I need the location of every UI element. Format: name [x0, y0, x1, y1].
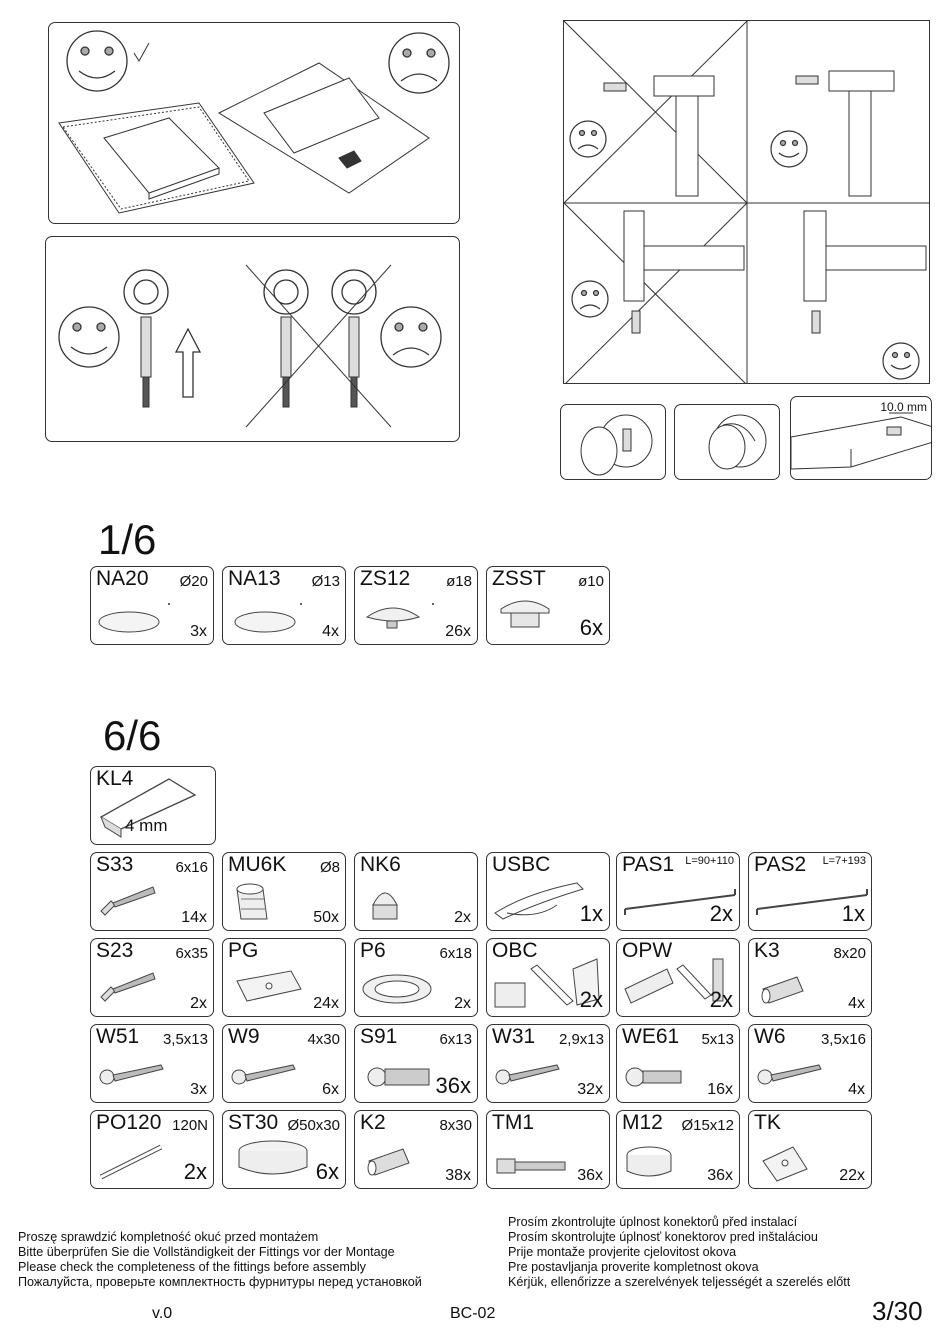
part-code: W51 — [96, 1025, 140, 1048]
part-card-s91 — [354, 1024, 478, 1103]
sad-face-icon — [381, 307, 441, 367]
part-code: S91 — [360, 1025, 398, 1048]
note-line: Pre postavljanja proverite kompletnost okova — [508, 1260, 759, 1274]
part-code: W9 — [228, 1025, 260, 1048]
part-quantity: 36x — [707, 1167, 733, 1184]
part-spec: 6x18 — [439, 945, 472, 962]
part-code: K3 — [754, 939, 780, 962]
part-code: W6 — [754, 1025, 786, 1048]
part-card-pas1 — [616, 852, 740, 931]
part-quantity: 24x — [313, 995, 339, 1012]
part-card-pg — [222, 938, 346, 1017]
notes-left — [18, 1230, 422, 1290]
part-quantity: 6x — [315, 1159, 339, 1184]
sad-face-icon — [389, 33, 449, 93]
part-code: S23 — [96, 939, 134, 962]
part-quantity: 36x — [435, 1073, 471, 1098]
note-line: Kérjük, ellenőrizze a szerelvények teljességét a szerelés előtt — [508, 1275, 851, 1289]
cap-detail-panel-2 — [674, 404, 780, 480]
page-number: 3/30 — [872, 1296, 923, 1326]
part-code: USBC — [492, 853, 551, 876]
part-card-k2 — [354, 1110, 478, 1189]
part-spec: 8x30 — [439, 1117, 472, 1134]
part-card-po120 — [90, 1110, 214, 1189]
part-spec: Ø8 — [319, 859, 340, 876]
drill-depth-panel — [790, 396, 932, 480]
part-spec: 120N — [172, 1117, 208, 1134]
note-line: Bitte überprüfen Sie die Vollständigkeit der Fittings vor der Montage — [18, 1245, 395, 1259]
part-card-w9 — [222, 1024, 346, 1103]
part-quantity: 32x — [577, 1081, 603, 1098]
part-spec: Ø50x30 — [287, 1117, 340, 1134]
part-spec: 2,9x13 — [558, 1031, 604, 1048]
part-spec: L=90+110 — [685, 855, 734, 867]
cam-orientation-illustration — [46, 237, 460, 442]
part-card-na20 — [90, 566, 214, 645]
note-line: Proszę sprawdzić kompletność okuć przed montażem — [18, 1230, 319, 1244]
part-code: OBC — [492, 939, 538, 962]
part-quantity: 50x — [313, 909, 339, 926]
part-quantity: 2x — [709, 987, 733, 1012]
part-quantity: 4x — [848, 995, 865, 1012]
part-code: W31 — [492, 1025, 536, 1048]
part-quantity: 38x — [445, 1167, 471, 1184]
part-spec: L=7+193 — [822, 855, 866, 867]
part-code: ZS12 — [360, 567, 411, 590]
cap-detail-illustration — [561, 405, 666, 480]
tool-spec: 4 mm — [125, 816, 168, 835]
footer-model: BC-02 — [450, 1305, 496, 1322]
part-spec: Ø13 — [311, 573, 340, 590]
part-card-s23 — [90, 938, 214, 1017]
part-quantity: 6x — [579, 615, 603, 640]
part-code: TK — [754, 1111, 781, 1134]
part-spec: 8x20 — [833, 945, 866, 962]
part-card-m12 — [616, 1110, 740, 1189]
part-card-s33 — [90, 852, 214, 931]
part-card-na13 — [222, 566, 346, 645]
part-card-st30 — [222, 1110, 346, 1189]
part-quantity: 1x — [841, 901, 865, 926]
note-line: Пожалуйста, проверьте комплектность фурнитуры перед установкой — [18, 1275, 422, 1289]
carpet-instruction-panel — [48, 22, 460, 224]
happy-face-icon — [771, 131, 807, 167]
part-spec: Ø20 — [179, 573, 208, 590]
part-spec: Ø15x12 — [681, 1117, 734, 1134]
part-code: MU6K — [228, 853, 287, 876]
part-code: M12 — [622, 1111, 663, 1134]
part-spec: 3,5x13 — [162, 1031, 208, 1048]
part-card-zs12 — [354, 566, 478, 645]
part-code: WE61 — [622, 1025, 680, 1048]
part-spec: 6x13 — [439, 1031, 472, 1048]
part-code: ST30 — [228, 1111, 279, 1134]
part-spec: 5x13 — [701, 1031, 734, 1048]
part-spec: ø10 — [578, 573, 604, 590]
part-card-w31 — [486, 1024, 610, 1103]
hammer-instruction-panel — [563, 20, 930, 384]
note-line: Please check the completeness of the fittings before assembly — [18, 1260, 366, 1274]
part-code: PO120 — [96, 1111, 162, 1134]
part-code: NA13 — [228, 567, 281, 590]
part-quantity: 6x — [322, 1081, 339, 1098]
drill-depth-label: 10.0 mm — [880, 400, 927, 414]
tool-code: KL4 — [96, 767, 134, 790]
part-quantity: 3x — [190, 1081, 207, 1098]
tool-card-kl4 — [90, 766, 216, 845]
part-quantity: 2x — [190, 995, 207, 1012]
part-card-mu6k — [222, 852, 346, 931]
part-code: TM1 — [492, 1111, 534, 1134]
cam-orientation-panel — [45, 236, 460, 442]
part-quantity: 2x — [709, 901, 733, 926]
part-quantity: 2x — [454, 909, 471, 926]
part-card-k3 — [748, 938, 872, 1017]
part-quantity: 22x — [839, 1167, 865, 1184]
part-code: OPW — [622, 939, 673, 962]
part-card-w51 — [90, 1024, 214, 1103]
note-line: Prosím skontrolujte úplnosť konektorov pred inštaláciou — [508, 1230, 818, 1244]
part-card-nk6 — [354, 852, 478, 931]
part-card-tk — [748, 1110, 872, 1189]
part-spec: ø18 — [446, 573, 472, 590]
part-card-p6 — [354, 938, 478, 1017]
part-spec: 6x35 — [175, 945, 208, 962]
part-card-pas2 — [748, 852, 872, 931]
happy-face-icon — [883, 343, 919, 379]
part-quantity: 1x — [579, 901, 603, 926]
part-quantity: 16x — [707, 1081, 733, 1098]
part-code: NA20 — [96, 567, 149, 590]
part-code: PAS2 — [754, 853, 807, 876]
happy-face-icon — [67, 31, 127, 91]
part-quantity: 2x — [183, 1159, 207, 1184]
part-quantity: 2x — [454, 995, 471, 1012]
cap-detail-panel-1 — [560, 404, 666, 480]
part-card-w6 — [748, 1024, 872, 1103]
part-quantity: 14x — [181, 909, 207, 926]
part-card-opw — [616, 938, 740, 1017]
sad-face-icon — [572, 281, 608, 317]
part-code: NK6 — [360, 853, 401, 876]
part-card-we61 — [616, 1024, 740, 1103]
part-code: ZSST — [492, 567, 546, 590]
notes-right — [508, 1215, 850, 1290]
part-code: S33 — [96, 853, 134, 876]
part-quantity: 36x — [577, 1167, 603, 1184]
part-card-zsst — [486, 566, 610, 645]
part-card-usbc — [486, 852, 610, 931]
part-card-tm1 — [486, 1110, 610, 1189]
footer-version: v.0 — [152, 1305, 173, 1322]
part-quantity: 4x — [848, 1081, 865, 1098]
note-line: Prije montaže provjerite cjelovitost okova — [508, 1245, 737, 1259]
part-spec: 3,5x16 — [820, 1031, 866, 1048]
part-quantity: 2x — [579, 987, 603, 1012]
part-quantity: 3x — [190, 623, 207, 640]
part-code: PAS1 — [622, 853, 675, 876]
part-code: PG — [228, 939, 259, 962]
note-line: Prosím zkontrolujte úplnost konektorů před instalací — [508, 1215, 798, 1229]
section-title-1-6: 1/6 — [98, 516, 157, 563]
part-code: P6 — [360, 939, 386, 962]
part-quantity: 4x — [322, 623, 339, 640]
part-quantity: 26x — [445, 623, 471, 640]
happy-face-icon — [59, 307, 119, 367]
carpet-instruction-illustration — [49, 23, 460, 224]
hammer-instruction-illustration — [564, 21, 930, 384]
cap-detail-illustration — [675, 405, 780, 480]
part-spec: 4x30 — [307, 1031, 340, 1048]
part-spec: 6x16 — [175, 859, 208, 876]
part-code: K2 — [360, 1111, 386, 1134]
section-title-6-6: 6/6 — [103, 712, 162, 759]
sad-face-icon — [570, 121, 606, 157]
part-card-obc — [486, 938, 610, 1017]
